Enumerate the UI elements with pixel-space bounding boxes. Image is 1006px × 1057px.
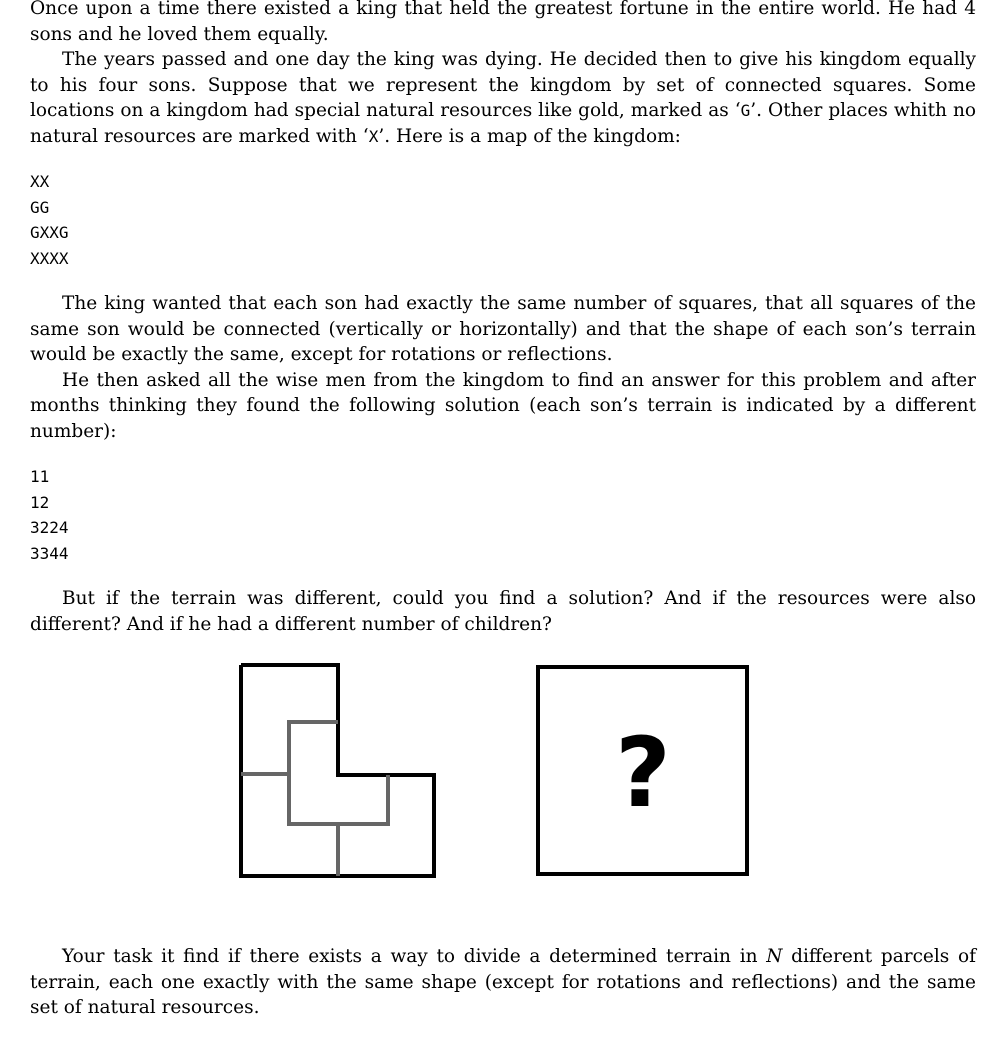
solution-map-row: 3344 xyxy=(30,543,69,563)
solution-map xyxy=(30,464,976,566)
question-box xyxy=(538,667,747,874)
question-paragraph: But if the terrain was different, could you find a solution? And if the resources were also different? And if he had a different number of children? xyxy=(30,588,976,635)
kingdom-map-row: GG xyxy=(30,197,50,217)
kingdom-map-row: XXXX xyxy=(30,248,69,268)
gold-symbol: G xyxy=(740,101,751,120)
solution-map-row: 11 xyxy=(30,467,50,486)
kingdom-text-c: ’. Here is a map of the kingdom: xyxy=(378,125,681,147)
solution-map-row: 3224 xyxy=(30,518,69,537)
parcel-dividers xyxy=(241,722,388,876)
rules-paragraph: The king wanted that each son had exactly the same number of squares, that all squares of the same son would be connected (vertically or horizontally) and that the shape of each son’s terrain would be exactly the same, except for rotations or reflections. xyxy=(30,293,976,365)
intro-paragraph: Once upon a time there existed a king that held the greatest fortune in the entire world. He had 4 sons and he loved them equally. xyxy=(30,0,976,45)
wise-men-paragraph: He then asked all the wise men from the kingdom to find an answer for this problem and after months thinking they found the following solution (each son’s terrain is indicated by a different number): xyxy=(30,369,976,442)
task-text-b: different parcels of terrain, each one exactly with the same shape (except for rotations and reflections) and the same set of natural resources. xyxy=(30,946,976,1018)
parcel-divider xyxy=(289,722,388,824)
empty-symbol: X xyxy=(368,126,379,146)
kingdom-text-a: The years passed and one day the king was dying. He decided then to give his kingdom equally to his four sons. Suppose that we represent the kingdom by set of connected squares. Some locations on a kingdom had special natural resources like gold, marked as ‘ xyxy=(30,49,976,121)
task-section xyxy=(30,944,976,1021)
terrain-outline xyxy=(241,665,434,876)
problem-statement xyxy=(30,0,976,637)
solution-map-row: 12 xyxy=(30,492,50,512)
kingdom-map-row: GXXG xyxy=(30,223,69,242)
task-paragraph xyxy=(30,944,976,1021)
kingdom-paragraph xyxy=(30,47,976,149)
kingdom-text-b: ’. Other places whith no natural resources are marked with ‘ xyxy=(30,100,976,147)
kingdom-map-row: XX xyxy=(30,172,50,191)
kingdom-map xyxy=(30,169,976,271)
question-mark: ? xyxy=(615,717,671,829)
task-text-a: Your task it find if there exists a way to divide a determined terrain in xyxy=(62,946,767,967)
variable-n: N xyxy=(766,946,783,967)
